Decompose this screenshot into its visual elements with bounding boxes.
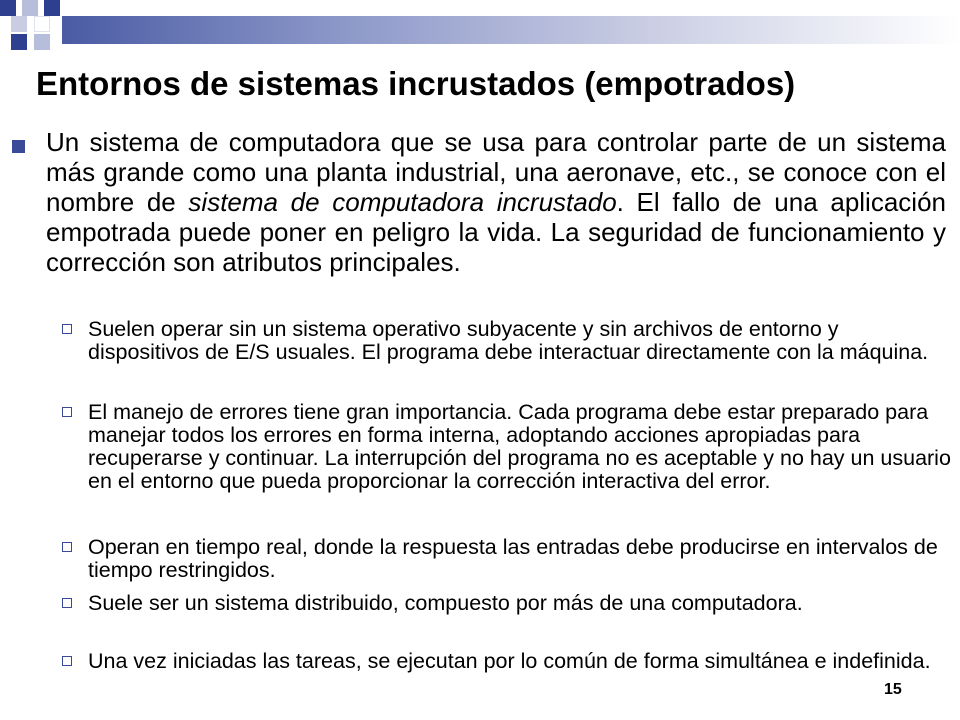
sub-bullet-text: El manejo de errores tiene gran importancia. Cada programa debe estar preparado para manejar todos los errores en forma interna, adoptando acciones apropiadas para recuperarse y continuar. La interrupción del programa no es aceptable y no hay un usuario en el entorno que pueda proporcionar la corrección interactiva del error. <box>88 400 951 493</box>
decor-square <box>44 0 60 16</box>
header-gradient-bar <box>62 16 960 44</box>
sub-bullet-text: Operan en tiempo real, donde la respuesta las entradas debe producirse en intervalos de tiempo restringidos. <box>88 535 938 582</box>
main-bullet-text-part: . El fallo de una aplicación empotrada puede poner en peligro la vida. La seguridad de funcionamiento y corrección son atributos principales. <box>46 187 946 277</box>
sub-bullet-text: Una vez iniciadas las tareas, se ejecutan por lo común de forma simultánea e indefinida. <box>88 649 931 673</box>
decor-square <box>34 34 50 50</box>
header-decoration <box>0 0 960 60</box>
decor-square <box>22 0 38 16</box>
sub-bullet-text: Suelen operar sin un sistema operativo subyacente y sin archivos de entorno y dispositivos de E/S usuales. El programa debe interactuar directamente con la máquina. <box>88 317 929 364</box>
decor-square <box>0 0 16 16</box>
sub-bullet-text: Suele ser un sistema distribuido, compuesto por más de una computadora. <box>88 591 803 615</box>
hollow-square-bullet-icon <box>62 324 72 334</box>
decor-square <box>11 16 27 32</box>
decor-square <box>11 34 27 50</box>
decor-square <box>34 16 50 32</box>
page-number: 15 <box>884 681 902 698</box>
hollow-square-bullet-icon <box>62 656 72 666</box>
square-bullet-icon <box>12 140 25 153</box>
main-bullet-italic-term: sistema de computadora incrustado <box>188 187 617 217</box>
hollow-square-bullet-icon <box>62 407 72 417</box>
slide-title: Entornos de sistemas incrustados (empotrados) <box>36 65 796 102</box>
hollow-square-bullet-icon <box>62 598 72 608</box>
hollow-square-bullet-icon <box>62 542 72 552</box>
main-bullet-text-part: Un sistema de computadora que se usa para controlar parte de un sistema más grande como una planta industrial, una aeronave, etc., se conoce con el nombre de <box>46 127 946 217</box>
main-bullet-text <box>46 127 946 277</box>
